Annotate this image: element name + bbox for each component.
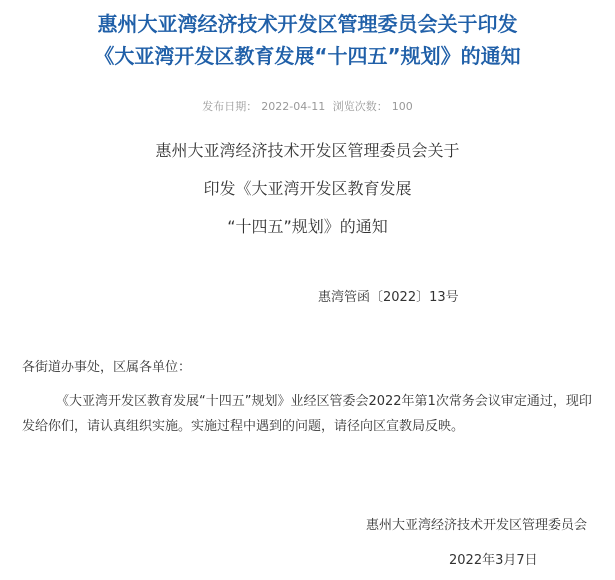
document-heading-line-3: “十四五”规划》的通知 [227,217,388,236]
publish-date-value: 2022-04-11 [261,100,326,113]
views-label: 浏览次数： [332,100,388,113]
signature-date: 2022年3月7日 [449,553,538,568]
signature-organization: 惠州大亚湾经济技术开发区管理委员会 [366,518,588,533]
document-heading [0,132,615,246]
salutation: 各街道办事处，区属各单位： [22,360,192,375]
views-value: 100 [391,100,413,113]
title-line-1: 惠州大亚湾经济技术开发区管理委员会关于印发 [97,12,518,36]
body-paragraph: 《大亚湾开发区教育发展“十四五”规划》业经区管委会2022年第1次常务会议审定通过，现印发给你们，请认真组织实施。实施过程中遇到的问题，请径向区宣教局反映。 [22,394,592,434]
document-number: 惠湾管函〔2022〕13号 [318,290,459,305]
publish-date-label: 发布日期： [202,100,258,113]
document-heading-line-2: 印发《大亚湾开发区教育发展 [203,179,412,198]
title-line-2: 《大亚湾开发区教育发展“十四五”规划》的通知 [94,44,521,68]
document-heading-line-1: 惠州大亚湾经济技术开发区管理委员会关于 [155,141,460,160]
publish-meta [0,98,615,114]
page-title [0,8,615,72]
